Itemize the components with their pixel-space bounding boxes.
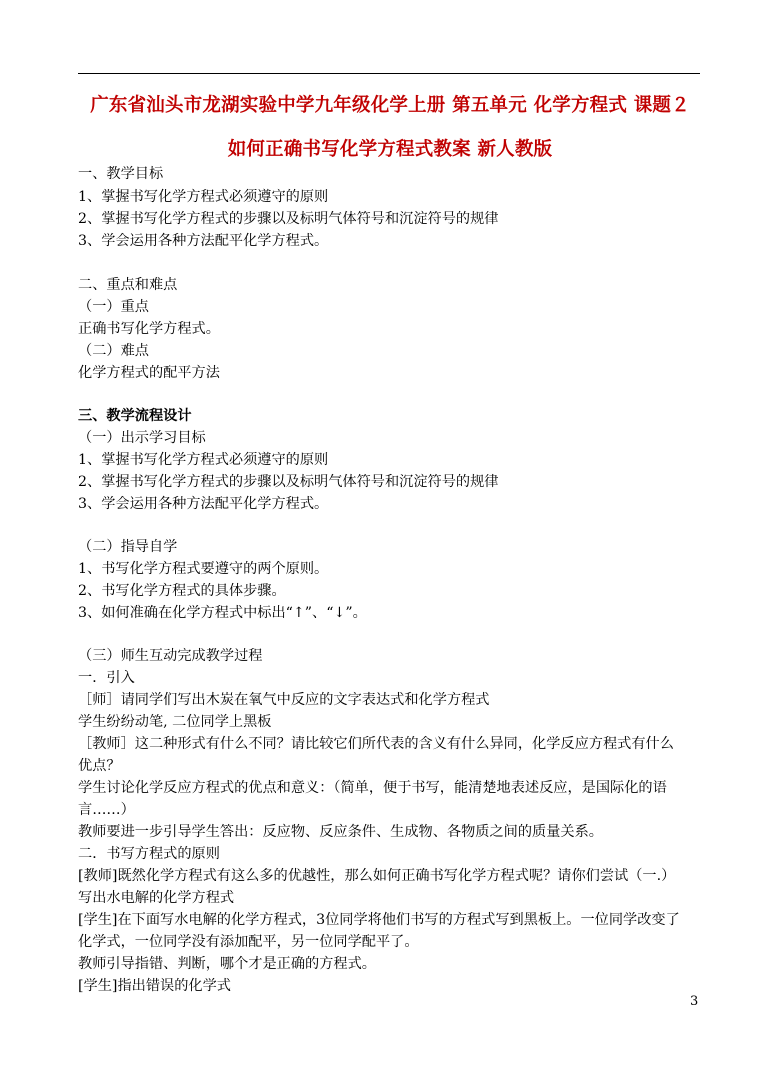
subheading-difficulty: （二）难点 [78, 343, 149, 359]
paragraph-line: 化学方程式的配平方法 [78, 365, 220, 381]
paragraph-line: ［师］请同学们写出木炭在氧气中反应的文字表达式和化学方程式 [78, 692, 490, 708]
paragraph-line: 二．书写方程式的原则 [78, 846, 220, 862]
subheading-show-goals: （一）出示学习目标 [78, 430, 206, 446]
objective-item: 1、掌握书写化学方程式必须遵守的原则 [78, 189, 329, 205]
subheading-interaction: （三）师生互动完成教学过程 [78, 648, 263, 664]
paragraph-line: [学生]在下面写水电解的化学方程式，3位同学将他们书写的方程式写到黑板上。一位同学改变了 [78, 912, 680, 928]
subheading-self-study: （二）指导自学 [78, 539, 178, 555]
document-title-line-2: 如何正确书写化学方程式教案 新人教版 [227, 139, 553, 160]
document-title-line-1: 广东省汕头市龙湖实验中学九年级化学上册 第五单元 化学方程式 课题２ [90, 95, 690, 116]
section-heading-key-points: 二、重点和难点 [78, 277, 178, 293]
section-heading-objectives: 一、教学目标 [78, 166, 164, 182]
paragraph-line: 化学式，一位同学没有添加配平，另一位同学配平了。 [78, 934, 419, 950]
objective-item: 2、掌握书写化学方程式的步骤以及标明气体符号和沉淀符号的规律 [78, 211, 499, 227]
objective-item: 3、学会运用各种方法配平化学方程式。 [78, 233, 329, 249]
paragraph-line: 写出水电解的化学方程式 [78, 890, 235, 906]
paragraph-line: 正确书写化学方程式。 [78, 321, 220, 337]
goal-item: 1、掌握书写化学方程式必须遵守的原则 [78, 452, 329, 468]
self-study-item: 3、如何准确在化学方程式中标出“↑”、“↓”。 [78, 605, 367, 621]
paragraph-line: 学生纷纷动笔, 二位同学上黑板 [78, 714, 272, 730]
paragraph-line: ［教师］这二种形式有什么不同？请比较它们所代表的含义有什么异同，化学反应方程式有什么 [78, 736, 674, 752]
self-study-item: 1、书写化学方程式要遵守的两个原则。 [78, 561, 329, 577]
goal-item: 3、学会运用各种方法配平化学方程式。 [78, 496, 329, 512]
paragraph-line: 学生讨论化学反应方程式的优点和意义：（简单，便于书写，能清楚地表述反应，是国际化的语 [78, 780, 667, 796]
paragraph-line: 教师要进一步引导学生答出：反应物、反应条件、生成物、各物质之间的质量关系。 [78, 824, 603, 840]
subheading-key-point: （一）重点 [78, 299, 149, 315]
paragraph-line: 教师引导指错、判断，哪个才是正确的方程式。 [78, 956, 376, 972]
paragraph-line: [教师]既然化学方程式有这么多的优越性，那么如何正确书写化学方程式呢？请你们尝试（一.） [78, 868, 676, 884]
paragraph-line: 言……） [78, 802, 135, 818]
section-heading-process: 三、教学流程设计 [78, 408, 192, 424]
page-number: 3 [690, 994, 699, 1009]
header-rule [78, 73, 700, 74]
paragraph-line: 优点？ [78, 758, 121, 774]
goal-item: 2、掌握书写化学方程式的步骤以及标明气体符号和沉淀符号的规律 [78, 474, 499, 490]
paragraph-line: 一．引入 [78, 670, 135, 686]
paragraph-line: [学生]指出错误的化学式 [78, 978, 231, 994]
self-study-item: 2、书写化学方程式的具体步骤。 [78, 583, 286, 599]
